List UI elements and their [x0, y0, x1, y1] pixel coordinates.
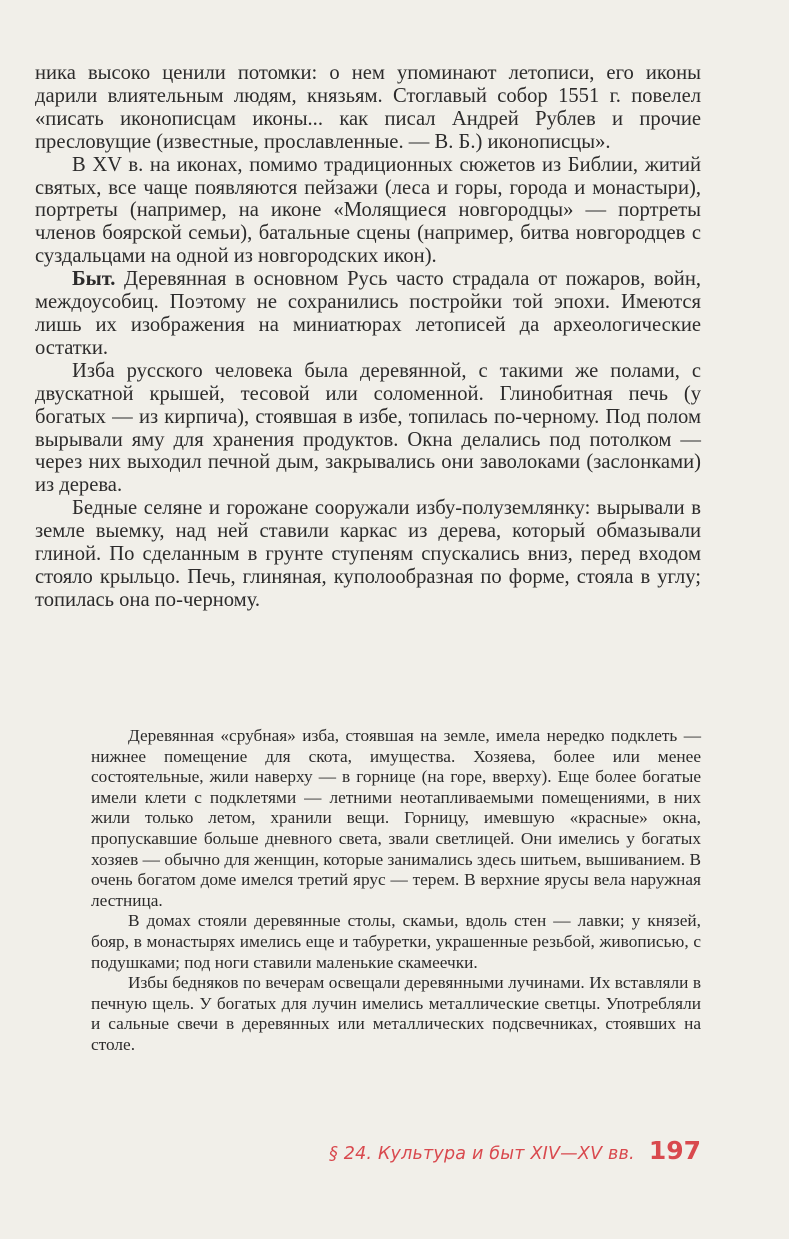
paragraph-byt-text: Деревянная в основном Русь часто страдала от пожаров, войн, междоусобиц. Поэтому не сохранились постройки той эпохи. Имеются лишь их изображения на миниатюрах летописей да археологические остатки. — [35, 268, 701, 359]
aside-paragraph-srubnaya-izba: Деревянная «срубная» изба, стоявшая на земле, имела нередко подклеть — нижнее помещение для скота, имущества. Хозяева, более или менее состоятельные, жили наверху — в горнице (на горе, вверху). Еще более богатые имели клети с подклетями — летними неотапливаемыми помещениями, в них жили только летом, хранили вещи. Горницу, имевшую «красные» окна, пропускавшие больше дневного света, звали светлицей. Они имелись у богатых хозяев — обычно для женщин, которые занимались здесь шитьем, вышиванием. В очень богатом доме имелся третий ярус — терем. В верхние ярусы вела наружная лестница. — [91, 726, 701, 910]
footer-section-title: § 24. Культура и быт XIV—XV вв. — [329, 1144, 635, 1164]
page-footer — [329, 1136, 701, 1165]
paragraph-byt — [35, 268, 701, 360]
paragraph-icons-xv-century: В XV в. на иконах, помимо традиционных сюжетов из Библии, житий святых, все чаще появляются пейзажи (леса и горы, города и монастыри), портреты (например, на иконе «Молящиеся новгородцы» — портреты членов боярской семьи), батальные сцены (например, битва новгородцев с суздальцами на одной из новгородских икон). — [35, 153, 701, 268]
paragraph-continuation: ника высоко ценили потомки: о нем упоминают летописи, его иконы дарили влиятельным людям, князьям. Стоглавый собор 1551 г. повелел «писать иконописцам иконы... как писал Андрей Рублев и прочие пресловущие (известные, прославленные. — В. Б.) иконописцы». — [35, 62, 701, 153]
main-text — [35, 62, 701, 612]
section-heading-byt: Быт. — [72, 268, 116, 291]
supplementary-text-block — [91, 726, 701, 1056]
aside-paragraph-lighting: Избы бедняков по вечерам освещали деревянными лучинами. Их вставляли в печную щель. У богатых для лучин имелись металлические светцы. Употребляли и сальные свечи в деревянных или металлических подсвечниках, стоявших на столе. — [91, 973, 701, 1054]
paragraph-izba: Изба русского человека была деревянной, с такими же полами, с двускатной крышей, тесовой или соломенной. Глинобитная печь (у богатых — из кирпича), стоявшая в избе, топилась по-черному. Под полом вырывали яму для хранения продуктов. Окна делались под потолком — через них выходил печной дым, закрывались они заволоками (заслонками) из дерева. — [35, 359, 701, 497]
page-number: 197 — [648, 1136, 701, 1165]
paragraph-poluzemlyanka: Бедные селяне и горожане сооружали избу-полуземлянку: вырывали в земле выемку, над ней ставили каркас из дерева, который обмазывали глиной. По сделанным в грунте ступеням спускались вниз, перед входом стояло крыльцо. Печь, глиняная, куполообразная по форме, стояла в углу; топилась она по-черному. — [35, 497, 701, 611]
aside-paragraph-furniture: В домах стояли деревянные столы, скамьи, вдоль стен — лавки; у князей, бояр, в монастырях имелись еще и табуретки, украшенные резьбой, живописью, с подушками; под ноги ставили маленькие скамеечки. — [91, 911, 701, 972]
